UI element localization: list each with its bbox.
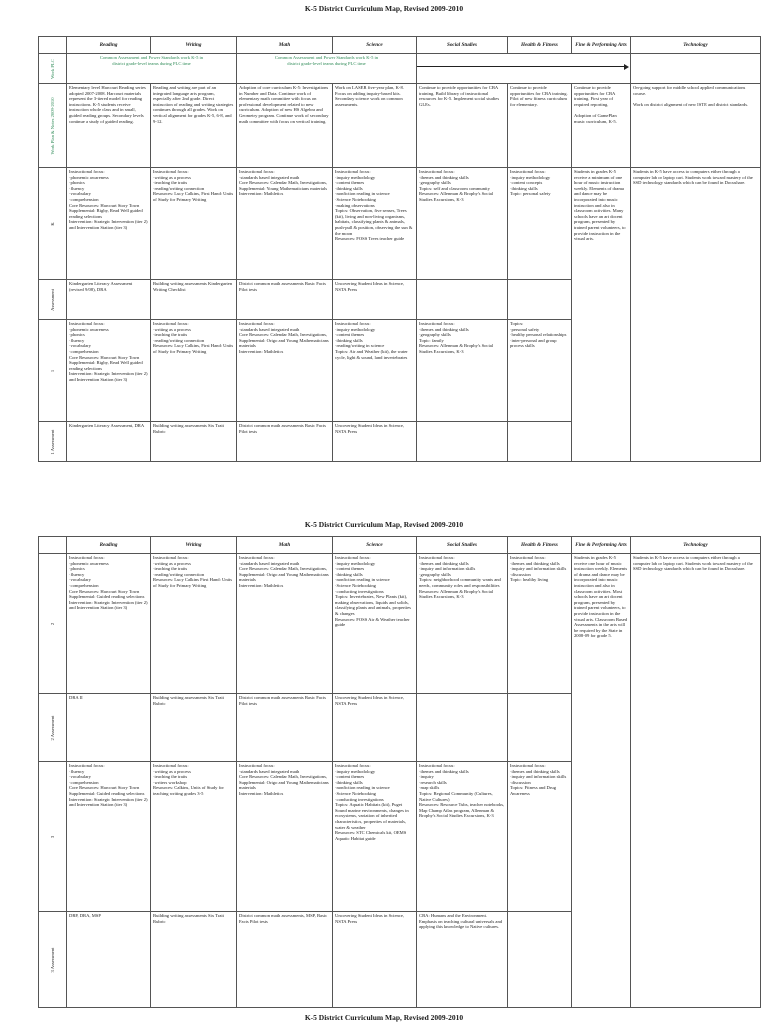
- cell-3-reading: Instructional focus: ·fluency ·vocabulary ·comprehension Core Resources: Harcourt Story Town Supplemental: Guided reading selections Intervention: Strategic Intervention (tier 2) and Intervention Station (tier 3): [67, 762, 151, 912]
- cell-k-social: Instructional focus: ·themes and thinking skills ·geography skills Topics: self and classroom community Resources: Allenman & Brophy's Social Studies Excursions, K-3: [417, 168, 508, 280]
- cell-3-assess-math: District common math assessments, MSP, Basic Facts Pilot tests: [237, 912, 333, 1008]
- cell-2-writing: Instructional focus: ·writing as a process ·teaching the traits ·reading/writing connection Resources: Lucy Calkins First Hand: Units of Study for Primary Writing: [151, 554, 237, 694]
- cell-k-writing: Instructional focus: ·writing as a process ·teaching the traits ·reading/writing connection Resources: Lucy Calkins, First Hand: Units of Study for Primary Writing: [151, 168, 237, 280]
- cell-2-math: Instructional focus: ·standards based integrated math Core Resources: Calendar Math, Investigations, Supplemental: Origo and Young Mathematicians materials Intervention: Mathletics: [237, 554, 333, 694]
- cell-3-assess-writing: Building writing assessments Six Trait Rubric: [151, 912, 237, 1008]
- cell-1-writing: Instructional focus: ·writing as a process ·teaching the traits ·reading/writing connection Resources: Lucy Calkins, First Hand: Units of Study for Primary Writing: [151, 320, 237, 422]
- col-header-reading: Reading: [67, 37, 151, 54]
- cell-2-assess-reading: DRA II: [67, 694, 151, 762]
- cell-plan-technology: On-going support for middle school applied communications course. Work on district alignment of new ISTE and district standards.: [631, 84, 761, 168]
- cell-k-assess-reading: Kindergarten Literacy Assessment (revised 9/08), DRA: [67, 280, 151, 320]
- col-header-arts-2: Fine & Performing Arts: [572, 537, 631, 554]
- cell-1-reading: Instructional focus: ·phonemic awareness ·phonics ·fluency ·vocabulary ·comprehension Core Resources: Harcourt Story Town Supplemental: Rigby, Read Well guided reading selections Intervention: Strategic Intervention (tier 2) and Intervention Station (tier 3): [67, 320, 151, 422]
- header-row-2: [39, 537, 761, 554]
- cell-k-assess-science: Uncovering Student Ideas in Science, NSTA Press: [333, 280, 417, 320]
- row-label-3-assessment: 3 Assessment: [39, 912, 67, 1008]
- cell-2-assess-writing: Building writing assessments Six Trait Rubric: [151, 694, 237, 762]
- col-header-technology: Technology: [631, 37, 761, 54]
- cell-1-assess-reading: Kindergarten Literacy Assessment, DRA: [67, 422, 151, 462]
- cell-k-science: Instructional focus: ·inquiry methodology ·content themes ·thinking skills ·nonfiction reading in science ·Science Notebooking ·making observations Topics: Observation, five senses, Trees (kit), living and non-living organisms, habitats, classifying plants & animals, push-pull & position, observing the sun & the moon Resources: FOSS Trees teacher guide: [333, 168, 417, 280]
- col-header-health-fitness-2: Health & Fitness: [508, 537, 572, 554]
- col-header-science-2: Science: [333, 537, 417, 554]
- cell-arts-k1: Students in grades K-5 receive a minimum of one hour of music instruction weekly. Elements of drama and dance may be incorporated into music instruction and also in classroom activities. Many schools have an art docent program, presented by trained parent volunteers, to provide instruction in the visual arts.: [572, 168, 631, 462]
- page-title-3: K-5 District Curriculum Map, Revised 2009-2010: [304, 1013, 464, 1022]
- cell-plan-arts: Continue to provide opportunities for CBA training. First year of required reporting. Adoption of GamePlan music curriculum, K-5.: [572, 84, 631, 168]
- cell-k-reading: Instructional focus: ·phonemic awareness ·phonics ·fluency ·vocabulary ·comprehension Core Resources: Harcourt Story Town Supplemental: Rigby, Read Well guided reading selections Intervention: Strategic Intervention (tier 2) and Intervention Station (tier 3): [67, 168, 151, 280]
- cell-3-health: Instructional focus: ·themes and thinking skills ·inquiry and information skills ·discussion Topics: Fitness and Drug Awareness: [508, 762, 572, 912]
- row-label-work-plc: Work PLC: [39, 54, 67, 84]
- cell-3-social: Instructional focus: ·themes and thinking skills ·inquiry ·research skills ·map skills Topics: Regional Community (Cultures, Native Cultures) Resources: Resource Tubs, teacher notebooks, Map Champ Atlas program, Allenman & Brophy's Social Studies Excursions, K-3: [417, 762, 508, 912]
- row-label-2: 2: [39, 554, 67, 694]
- cell-k-assess-health: [508, 280, 572, 320]
- cell-2-assess-health: [508, 694, 572, 762]
- col-header-reading-2: Reading: [67, 537, 151, 554]
- cell-3-writing: Instructional focus: ·writing as a process ·teaching the traits ·writers workshop Resources: Calkins, Units of Study for teaching writing grades 3-5: [151, 762, 237, 912]
- cell-3-science: Instructional focus: ·inquiry methodology ·content themes ·thinking skills ·nonfiction reading in science ·Science Notebooking ·conducting investigations Topics: Aquatic Habitats (kit), Puget Sound marine environments, changes in ecosystems, variation of inherited characteristics, properties of materials, water & weather Resources: STC Chemicals kit, OEMS Aquatic Habitat guide: [333, 762, 417, 912]
- row-work-plan: [39, 84, 761, 168]
- arrow-right-icon: [624, 64, 629, 70]
- row-grade-2: [39, 554, 761, 694]
- col-header-technology-2: Technology: [631, 537, 761, 554]
- cell-plan-writing: Reading and writing are part of an integrated language arts program, especially after 2nd grade. Direct instruction of reading and writing strategies continues through all grades. Work on vertical alignment for grades K-5, 6-8, and 9-12.: [151, 84, 237, 168]
- curriculum-table-page-2: [38, 536, 761, 1008]
- page-title-2: K-5 District Curriculum Map, Revised 2009-2010: [304, 520, 464, 529]
- cell-1-assess-math: District common math assessments Basic Facts Pilot tests: [237, 422, 333, 462]
- cell-1-assess-health: [508, 422, 572, 462]
- row-label-k-assessment: Assessment: [39, 280, 67, 320]
- row-label-1: 1: [39, 320, 67, 422]
- cell-1-math: Instructional focus: ·standards based integrated math Core Resources: Calendar Math, Investigations, Supplemental: Origo and Young Mathematicians materials Intervention: Mathletics: [237, 320, 333, 422]
- cell-arts-2-3: Students in grades K-5 receive one hour of music instruction weekly. Elements of drama and dance may be incorporated into music instruction and also in classroom activities. Most schools have an art docent program, presented by trained parent volunteers, to provide instruction in the visual arts. Classroom Based Assessments in the arts will be required by the State in 2008-09 for grade 5.: [572, 554, 631, 1008]
- cell-2-assess-social: [417, 694, 508, 762]
- cell-plc-technology: [631, 54, 761, 84]
- cell-2-health: Instructional focus: ·themes and thinking skills ·inquiry and information skills ·discussion Topic: healthy living: [508, 554, 572, 694]
- col-header-social-studies: Social Studies: [417, 37, 508, 54]
- row-work-plc: [39, 54, 761, 84]
- header-row: [39, 37, 761, 54]
- cell-1-assess-science: Uncovering Student Ideas in Science, NSTA Press: [333, 422, 417, 462]
- cell-3-math: Instructional focus: ·standards based integrated math Core Resources: Calendar Math, Investigations, Supplemental: Origo and Young Mathematicians materials Intervention: Mathletics: [237, 762, 333, 912]
- row-label-work-plan: Work Plan & Notes 2009-2010: [39, 84, 67, 168]
- row-label-k: K: [39, 168, 67, 280]
- page-title: K-5 District Curriculum Map, Revised 2009-2010: [304, 4, 464, 13]
- cell-k-assess-writing: Building writing assessments Kindergarten Writing Checklist: [151, 280, 237, 320]
- col-header-health-fitness: Health & Fitness: [508, 37, 572, 54]
- cell-plan-science: Work on LASER five-year plan, K-8. Focus on adding inquiry-based kits. Secondary science work on common assessments.: [333, 84, 417, 168]
- cell-1-assess-social: [417, 422, 508, 462]
- col-header-arts: Fine & Performing Arts: [572, 37, 631, 54]
- col-header-writing-2: Writing: [151, 537, 237, 554]
- cell-plc-math-science: Common Assessment and Power Standards work K-5 in district grade-level teams during PLC time: [237, 54, 417, 84]
- cell-technology-k1: Students in K-5 have access to computers either through a computer lab or laptop cart. Students work toward mastery of the SSD technology standards which can be found in Docushare.: [631, 168, 761, 462]
- cell-k-math: Instructional focus: ·standards based integrated math Core Resources: Calendar Math, Investigations, Supplemental: Young Mathematicians materials Intervention: Mathletics: [237, 168, 333, 280]
- cell-2-assess-science: Uncovering Student Ideas in Science, NSTA Press: [333, 694, 417, 762]
- cell-1-science: Instructional focus: ·inquiry methodology ·content themes ·thinking skills ·reading/writing in science Topics: Air and Weather (kit), the water cycle, light & sound, land invertebrates: [333, 320, 417, 422]
- cell-plan-math: Adoption of core curriculum K-5: Investigations in Number and Data. Continue work of elementary math committee with focus on professional development related to new curriculum. Adoption of new HS Algebra and Geometry program. Continue work of secondary math committee with focus on vertical training.: [237, 84, 333, 168]
- col-header-social-studies-2: Social Studies: [417, 537, 508, 554]
- cell-1-assess-writing: Building writing assessments Six Trait Rubric: [151, 422, 237, 462]
- cell-2-reading: Instructional focus: ·phonemic awareness ·phonics ·fluency ·vocabulary ·comprehension Core Resources: Harcourt Story Town Supplemental: Guided reading selections Intervention: Strategic Intervention (tier 2) and Intervention Station (tier 3): [67, 554, 151, 694]
- cell-1-social: Instructional focus: ·themes and thinking skills ·geography skills Topic: family Resources: Allenman & Brophy's Social Studies Excursions, K-3: [417, 320, 508, 422]
- cell-3-assess-reading: DRP, DRA, MSP: [67, 912, 151, 1008]
- cell-3-assess-social: CBA: Humans and the Environment. Emphasis on teaching cultural universals and applying this knowledge to Native cultures.: [417, 912, 508, 1008]
- cell-k-assess-social: [417, 280, 508, 320]
- cell-technology-2-3: Students in K-5 have access to computers either through a computer lab or laptop cart. Students work toward mastery of the SSD technology standards which can be found in Docushare.: [631, 554, 761, 1008]
- corner-cell: [39, 37, 67, 54]
- cell-plan-social: Continue to provide opportunities for CBA training. Build library of instructional resources for K-5. Implement social studies GLEs.: [417, 84, 508, 168]
- row-label-1-assessment: 1 Assessment: [39, 422, 67, 462]
- cell-2-social: Instructional focus: ·themes and thinking skills ·inquiry and information skills ·geography skills Topics: neighborhood community wants and needs, community roles and responsibilities Resources: Allenman & Brophy's Social Studies Excursions, K-3: [417, 554, 508, 694]
- cell-2-assess-math: District common math assessments Basic Facts Pilot tests: [237, 694, 333, 762]
- cell-3-assess-science: Uncovering Student Ideas in Science, NSTA Press: [333, 912, 417, 1008]
- cell-plan-health: Continue to provide opportunities for CBA training. Pilot of new fitness curriculum for elementary.: [508, 84, 572, 168]
- arrow-line: [417, 66, 624, 67]
- cell-plan-reading: Elementary level Harcourt Reading series adopted 2007-2008. Harcourt materials represent the 3-tiered model for reading instructions. K-5 students receive instruction whole class and in small, guided reading groups. Secondary levels continue a study of guided reading.: [67, 84, 151, 168]
- plc-continuation-arrow: [417, 54, 631, 84]
- col-header-math-2: Math: [237, 537, 333, 554]
- cell-2-science: Instructional focus: ·inquiry methodology ·content themes ·thinking skills ·nonfiction reading in science ·Science Notebooking ·conducting investigations Topics: Invertebrates, New Plants (kit), making observations, liquids and solids, classifying plants and animals, properties & changes Resources: FOSS Air & Weather teacher guide: [333, 554, 417, 694]
- col-header-writing: Writing: [151, 37, 237, 54]
- col-header-math: Math: [237, 37, 333, 54]
- corner-cell-2: [39, 537, 67, 554]
- cell-k-health: Instructional focus: ·inquiry methodology ·content concepts ·thinking skills Topic: personal safety: [508, 168, 572, 280]
- row-kindergarten: [39, 168, 761, 280]
- col-header-science: Science: [333, 37, 417, 54]
- cell-3-assess-health: [508, 912, 572, 1008]
- cell-1-health: Topics: ·personal safety ·healthy personal relationships ·inter-personal and group process skills: [508, 320, 572, 422]
- curriculum-table-page-1: [38, 36, 761, 462]
- row-label-3: 3: [39, 762, 67, 912]
- row-label-2-assessment: 2 Assessment: [39, 694, 67, 762]
- cell-plc-reading-writing: Common Assessment and Power Standards work K-5 in district grade-level teams during PLC time: [67, 54, 237, 84]
- cell-k-assess-math: District common math assessments Basic Facts Pilot tests: [237, 280, 333, 320]
